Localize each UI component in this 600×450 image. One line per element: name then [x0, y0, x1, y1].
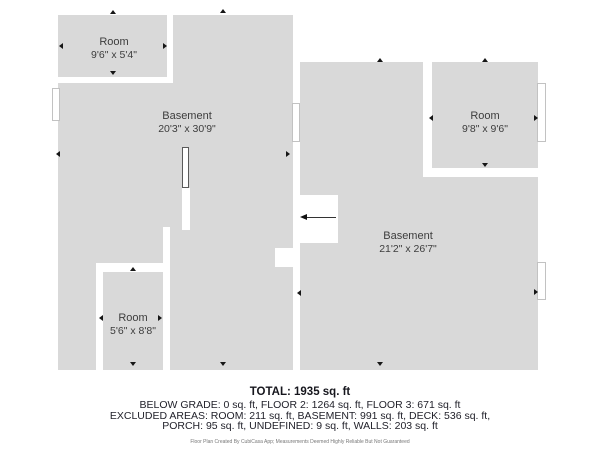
- dimension-marker: [220, 362, 226, 366]
- wall-room-bottomleft-right: [163, 227, 170, 370]
- total-area-text: TOTAL: 1935 sq. ft: [249, 386, 351, 398]
- window-center-wall: [292, 103, 300, 142]
- door-leaf: [182, 147, 189, 188]
- window-left-wall: [52, 88, 60, 121]
- label-room-topright: [429, 110, 541, 136]
- dimension-marker: [482, 163, 488, 167]
- label-basement-left: [107, 110, 267, 136]
- stairs-arrowhead-icon: [300, 214, 307, 220]
- dimension-marker: [220, 9, 226, 13]
- room-dimensions: 9'8" x 9'6": [462, 123, 508, 135]
- excluded-areas-text-2: PORCH: 95 sq. ft, UNDEFINED: 9 sq. ft, WALLS: 203 sq. ft: [162, 420, 438, 432]
- room-dimensions: 9'6" x 5'4": [91, 49, 137, 61]
- dimension-marker: [297, 290, 301, 296]
- label-room-topleft: [58, 36, 170, 62]
- dimension-marker: [110, 10, 116, 14]
- wall-room-topleft-bottom: [58, 77, 173, 83]
- wall-room-topright-bottom: [423, 168, 538, 177]
- dimension-marker: [534, 289, 538, 295]
- room-dimensions: 5'6" x 8'8": [110, 325, 156, 337]
- dimension-marker: [130, 362, 136, 366]
- window-right-wall-bottom: [537, 262, 546, 300]
- dimension-marker: [377, 58, 383, 62]
- area-summary: [0, 386, 600, 445]
- basement-left-area: [58, 15, 293, 370]
- room-name: Basement: [383, 230, 433, 242]
- door-opening-center-wall: [275, 248, 293, 267]
- room-dimensions: 20'3" x 30'9": [158, 123, 216, 135]
- dimension-marker: [286, 151, 290, 157]
- floors-area-text: BELOW GRADE: 0 sq. ft, FLOOR 2: 1264 sq. ft, FLOOR 3: 671 sq. ft: [139, 399, 461, 411]
- disclaimer-text: Floor Plan Created By CubiCasa App; Measurements Deemed Highly Reliable But Not Guaranteed: [190, 438, 410, 445]
- dimension-marker: [56, 151, 60, 157]
- dimension-marker: [377, 362, 383, 366]
- dimension-marker: [110, 71, 116, 75]
- wall-stub-center: [182, 188, 190, 230]
- dimension-marker: [130, 267, 136, 271]
- label-basement-right: [328, 230, 488, 256]
- stairs-direction-arrow: [304, 217, 336, 218]
- room-name: Basement: [162, 110, 212, 122]
- room-dimensions: 21'2" x 26'7": [379, 243, 437, 255]
- excluded-areas-text: EXCLUDED AREAS: ROOM: 211 sq. ft, BASEMENT: 991 sq. ft, DECK: 536 sq. ft,: [109, 409, 491, 422]
- room-name: Room: [470, 110, 500, 122]
- room-name: Room: [99, 36, 129, 48]
- label-room-bottomleft: [98, 312, 168, 338]
- dimension-marker: [482, 58, 488, 62]
- room-name: Room: [118, 312, 148, 324]
